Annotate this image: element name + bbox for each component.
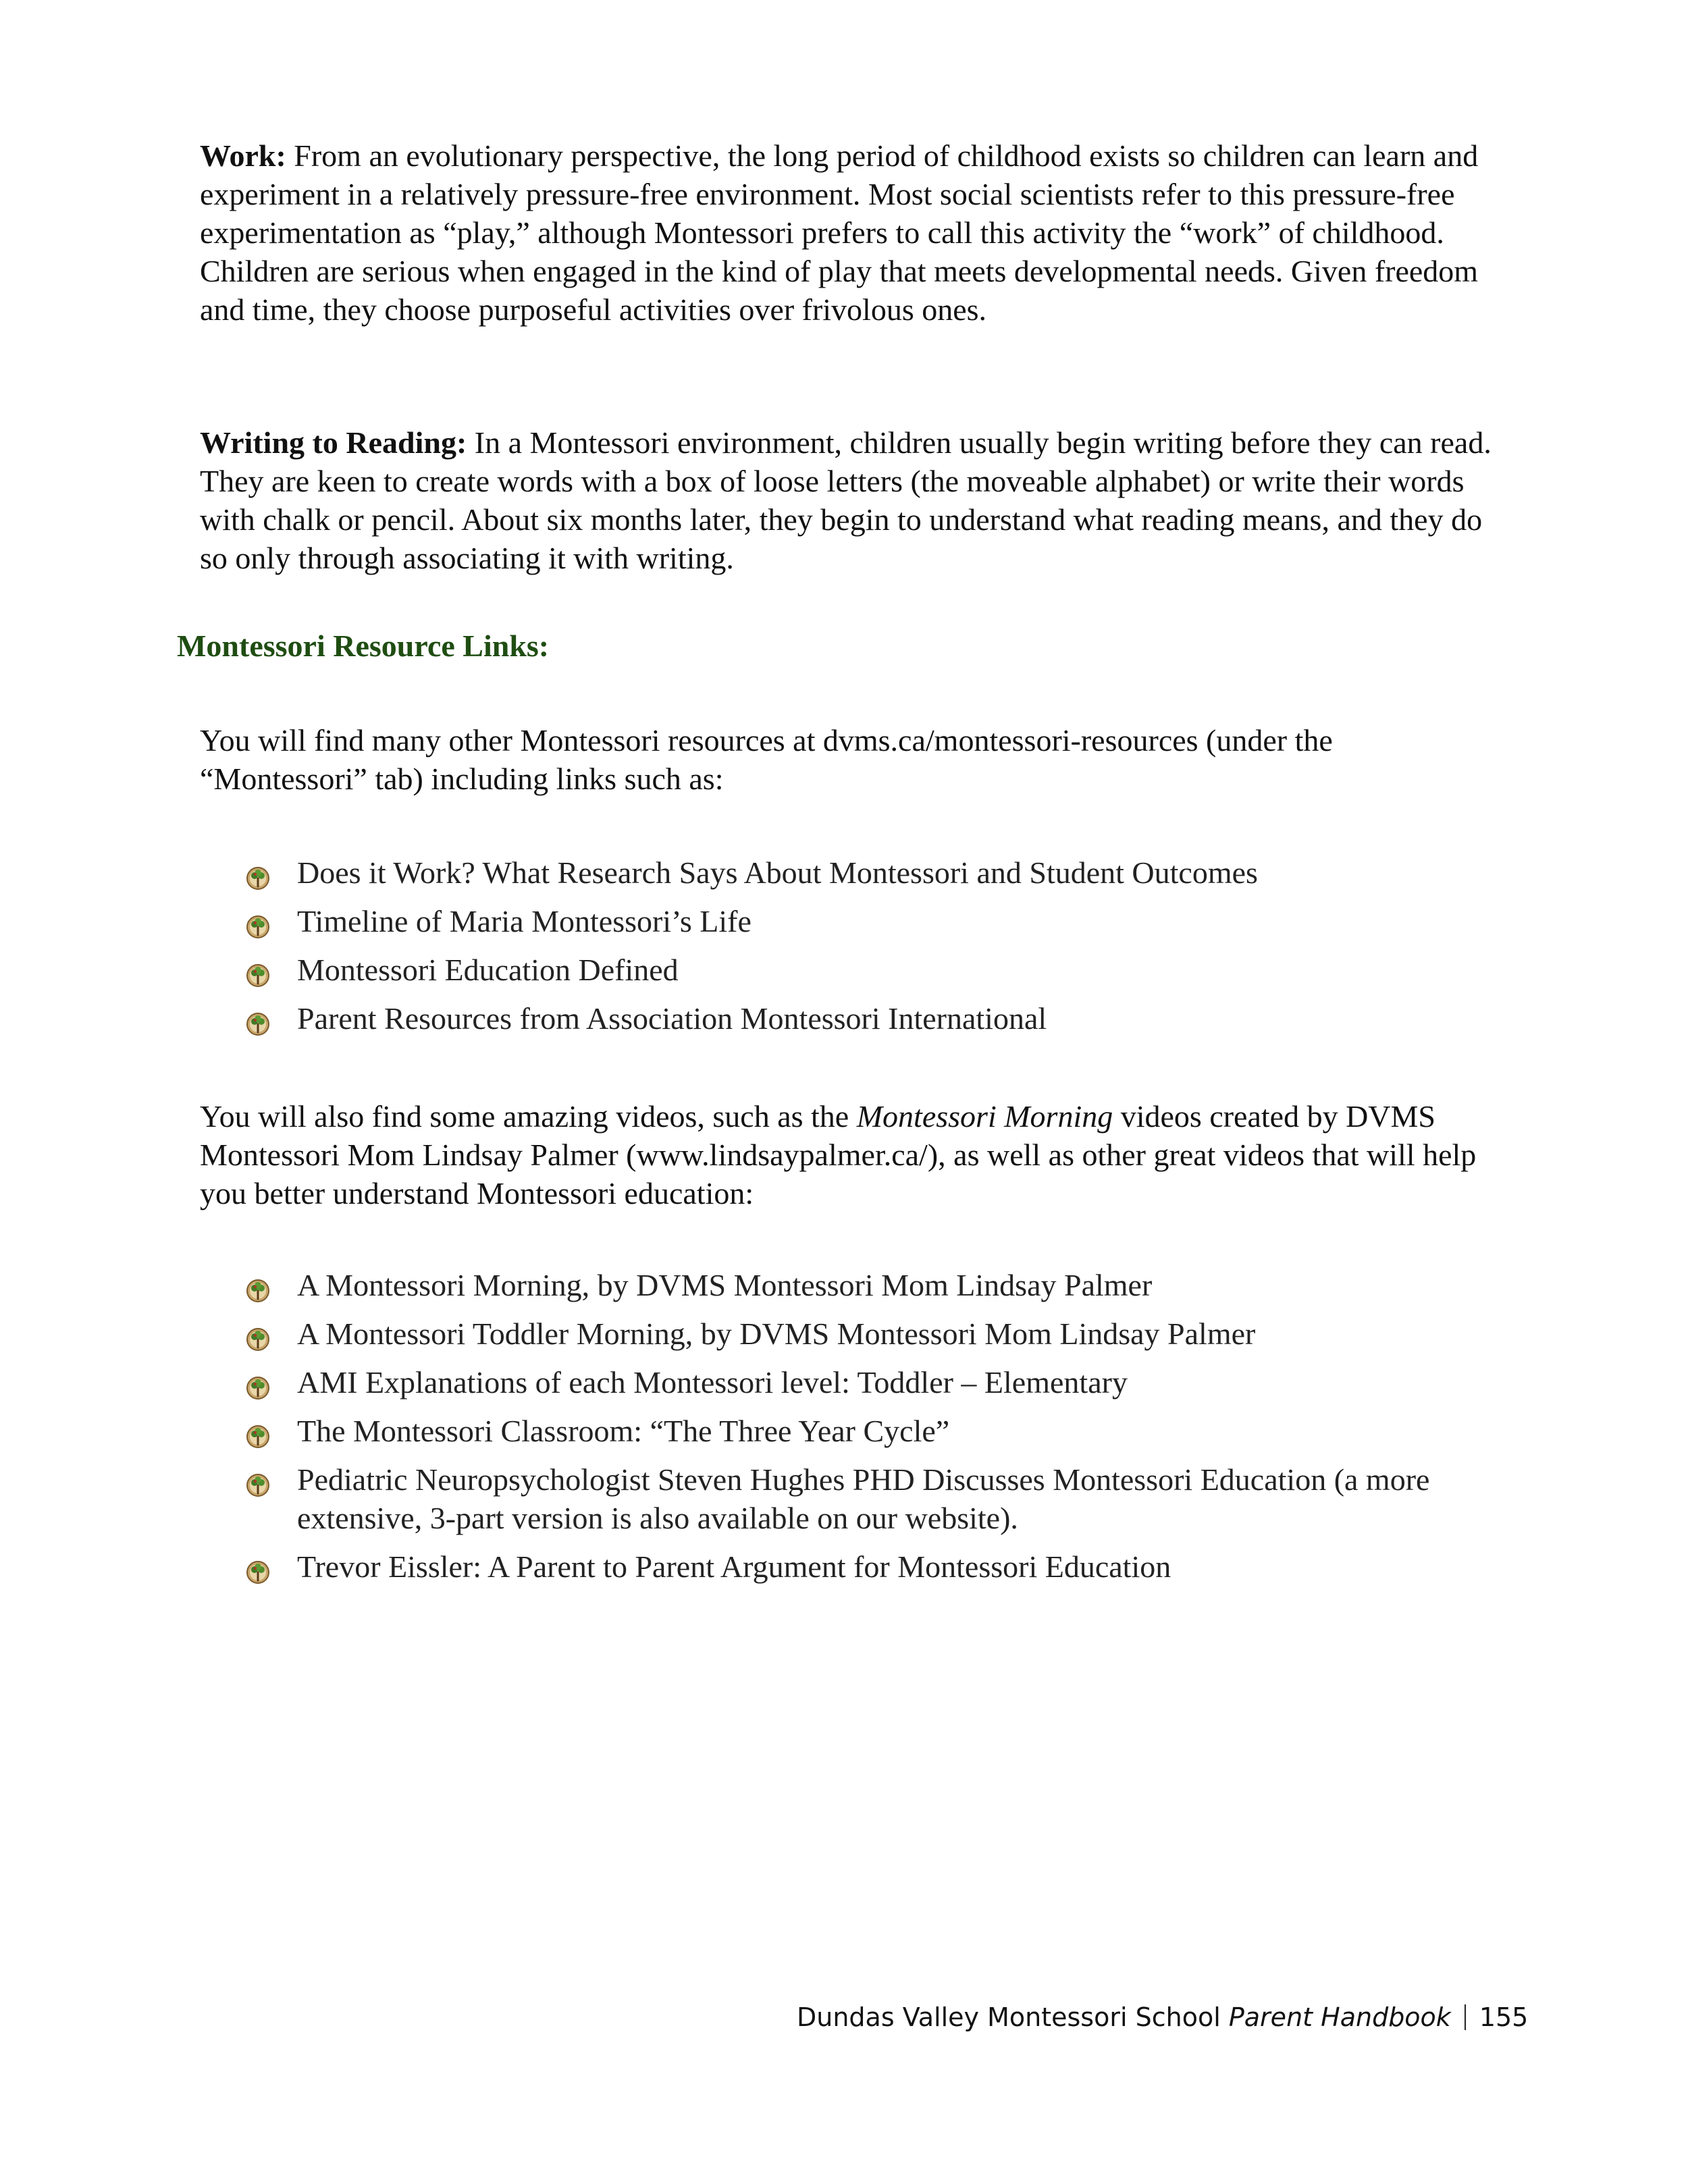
video-link-label: The Montessori Classroom: “The Three Year Cycle” — [297, 1414, 950, 1448]
video-link-label: Trevor Eissler: A Parent to Parent Argument for Montessori Education — [297, 1549, 1171, 1584]
work-label: Work: — [200, 138, 286, 173]
tree-globe-icon — [246, 1007, 270, 1031]
footer-school: Dundas Valley Montessori School — [797, 2002, 1221, 2032]
tree-globe-icon — [246, 1322, 270, 1346]
video-link-item[interactable] — [246, 1314, 1495, 1353]
tree-globe-icon — [246, 909, 270, 934]
video-link-label: AMI Explanations of each Montessori level: Toddler – Elementary — [297, 1365, 1128, 1400]
footer-handbook: Parent Handbook — [1228, 2002, 1451, 2032]
resource-link-label: Does it Work? What Research Says About Montessori and Student Outcomes — [297, 855, 1258, 890]
video-link-item[interactable] — [246, 1363, 1495, 1402]
video-link-item[interactable] — [246, 1412, 1495, 1450]
writing-label: Writing to Reading: — [200, 425, 467, 460]
video-link-label: A Montessori Toddler Morning, by DVMS Montessori Mom Lindsay Palmer — [297, 1316, 1256, 1351]
resource-link-label: Parent Resources from Association Montessori International — [297, 1001, 1047, 1036]
video-link-item[interactable] — [246, 1460, 1495, 1537]
video-link-item[interactable] — [246, 1266, 1495, 1304]
resource-link-label: Timeline of Maria Montessori’s Life — [297, 904, 751, 938]
tree-globe-icon — [246, 1468, 270, 1492]
resource-links-list — [246, 853, 1495, 1048]
footer-page-number: 155 — [1479, 2002, 1529, 2032]
tree-globe-icon — [246, 1555, 270, 1579]
tree-globe-icon — [246, 1273, 270, 1298]
work-text: From an evolutionary perspective, the long period of childhood exists so children can learn and experiment in a relatively pressure-free environment. Most social scientists refer to this pressure-free experimentation as “play,” although Montessori prefers to call this activity the “work” of childhood. Children are serious when engaged in the kind of play that meets developmental needs. Given freedom and time, they choose purposeful activities over frivolous ones. — [200, 138, 1479, 327]
section-heading: Montessori Resource Links: — [177, 629, 550, 663]
resource-link-item[interactable] — [246, 902, 1495, 940]
resource-link-item[interactable] — [246, 951, 1495, 989]
videos-intro-after: videos created by DVMS Montessori Mom Lindsay Palmer (www.lindsaypalmer.ca/), as well as other great videos that will help you better understand Montessori education: — [200, 1099, 1477, 1210]
video-link-item[interactable] — [246, 1547, 1495, 1586]
tree-globe-icon — [246, 861, 270, 885]
video-links-list — [246, 1266, 1495, 1596]
tree-globe-icon — [246, 1370, 270, 1395]
page-footer — [797, 2001, 1529, 2033]
videos-intro-italic: Montessori Morning — [856, 1099, 1113, 1134]
resources-intro: You will find many other Montessori resources at dvms.ca/montessori-resources (under the “Montessori” tab) including links such as: — [200, 723, 1333, 796]
tree-globe-icon — [246, 958, 270, 982]
tree-globe-icon — [246, 1419, 270, 1443]
videos-intro-before: You will also find some amazing videos, such as the — [200, 1099, 857, 1134]
resource-link-item[interactable] — [246, 853, 1495, 892]
resource-link-item[interactable] — [246, 999, 1495, 1038]
footer-separator — [1465, 2004, 1466, 2030]
work-paragraph — [200, 136, 1503, 329]
video-link-label: A Montessori Morning, by DVMS Montessori Mom Lindsay Palmer — [297, 1268, 1153, 1302]
video-link-label: Pediatric Neuropsychologist Steven Hughes PHD Discusses Montessori Education (a more extensive, 3-part version is also available on our website). — [297, 1462, 1430, 1535]
writing-text: In a Montessori environment, children usually begin writing before they can read. They are keen to create words with a box of loose letters (the moveable alphabet) or write their words with chalk or pencil. About six months later, they begin to understand what reading means, and they do so only through associating it with writing. — [200, 425, 1492, 575]
videos-intro — [200, 1097, 1503, 1213]
writing-to-reading-paragraph — [200, 423, 1503, 577]
resource-link-label: Montessori Education Defined — [297, 953, 679, 987]
